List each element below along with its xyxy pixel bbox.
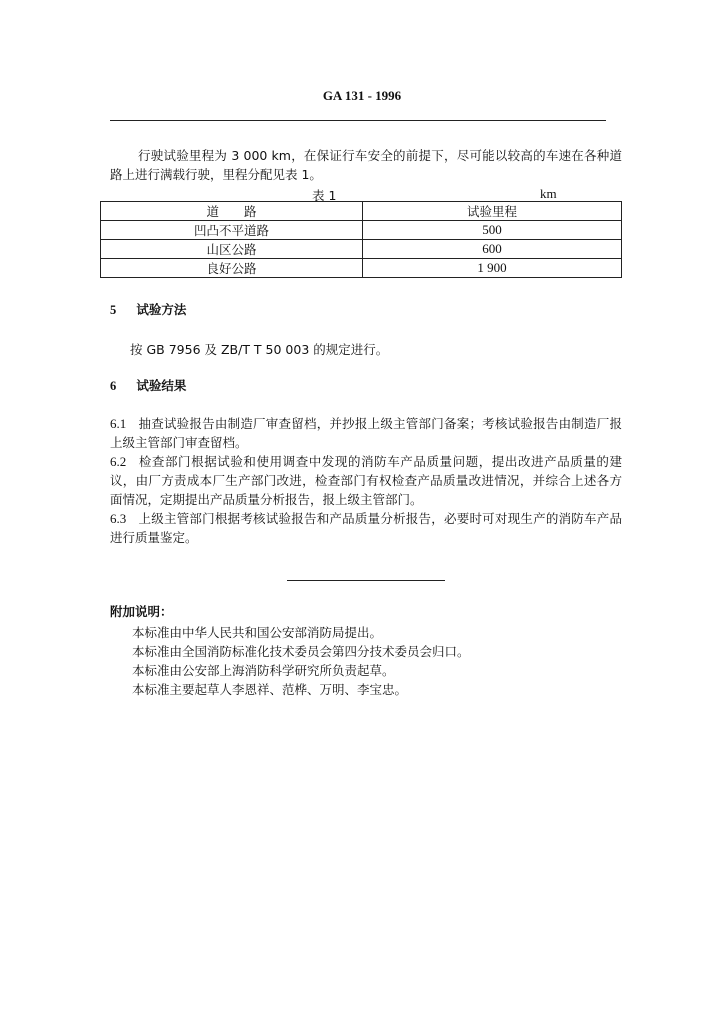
- intro-paragraph: 行驶试验里程为 3 000 km，在保证行车安全的前提下，尽可能以较高的车速在各种道路上进行满载行驶，里程分配见表 1。: [110, 148, 622, 182]
- table-row: [101, 259, 622, 278]
- clause-6-2: [110, 452, 622, 509]
- section-5-number: 5: [110, 303, 117, 317]
- clause-number: 6.1: [110, 416, 127, 431]
- appendix-line: 本标准由中华人民共和国公安部消防局提出。: [132, 625, 383, 640]
- clause-text: 检查部门根据试验和使用调查中发现的消防车产品质量问题，提出改进产品质量的建议，由厂方责成本厂生产部门改进，检查部门有权检查产品质量改进情况，并综合上述各方面情况，定期提出产品质量分析报告，报上级主管部门。: [110, 454, 622, 507]
- mileage-cell: 600: [363, 240, 622, 259]
- clause-6-1: [110, 414, 622, 452]
- header-divider: [110, 120, 606, 121]
- document-code-header: GA 131 - 1996: [322, 88, 402, 103]
- road-cell: 良好公路: [101, 259, 363, 278]
- road-cell: 凹凸不平道路: [101, 221, 363, 240]
- column-header-road: 道 路: [101, 202, 363, 221]
- clause-number: 6.2: [110, 454, 127, 469]
- table-row: [101, 221, 622, 240]
- clause-6-3: [110, 509, 622, 547]
- mileage-cell: 1 900: [363, 259, 622, 278]
- section-6-title: 试验结果: [136, 378, 187, 393]
- mileage-table: [100, 201, 622, 278]
- appendix-line: 本标准主要起草人李恩祥、范桦、万明、李宝忠。: [132, 682, 408, 697]
- section-5-heading: [110, 300, 186, 318]
- table-header-row: [101, 202, 622, 221]
- table-unit: km: [540, 186, 557, 201]
- clause-number: 6.3: [110, 511, 127, 526]
- table-row: [101, 240, 622, 259]
- clause-text: 抽查试验报告由制造厂审查留档，并抄报上级主管部门备案；考核试验报告由制造厂报上级主管部门审查留档。: [110, 416, 622, 450]
- column-header-mileage: 试验里程: [363, 202, 622, 221]
- appendix-title: 附加说明：: [110, 604, 173, 619]
- section-6-heading: [110, 376, 186, 394]
- mileage-cell: 500: [363, 221, 622, 240]
- table-caption: 表 1: [312, 188, 337, 203]
- appendix-notes: [132, 623, 470, 699]
- appendix-line: 本标准由全国消防标准化技术委员会第四分技术委员会归口。: [132, 644, 470, 659]
- section-5-text: 按 GB 7956 及 ZB/T T 50 003 的规定进行。: [130, 342, 389, 357]
- clause-text: 上级主管部门根据考核试验报告和产品质量分析报告，必要时可对现生产的消防车产品进行质量鉴定。: [110, 511, 622, 545]
- section-5-title: 试验方法: [136, 302, 187, 317]
- road-cell: 山区公路: [101, 240, 363, 259]
- section-6-number: 6: [110, 379, 117, 393]
- appendix-line: 本标准由公安部上海消防科学研究所负责起草。: [132, 663, 395, 678]
- end-divider: [287, 580, 445, 581]
